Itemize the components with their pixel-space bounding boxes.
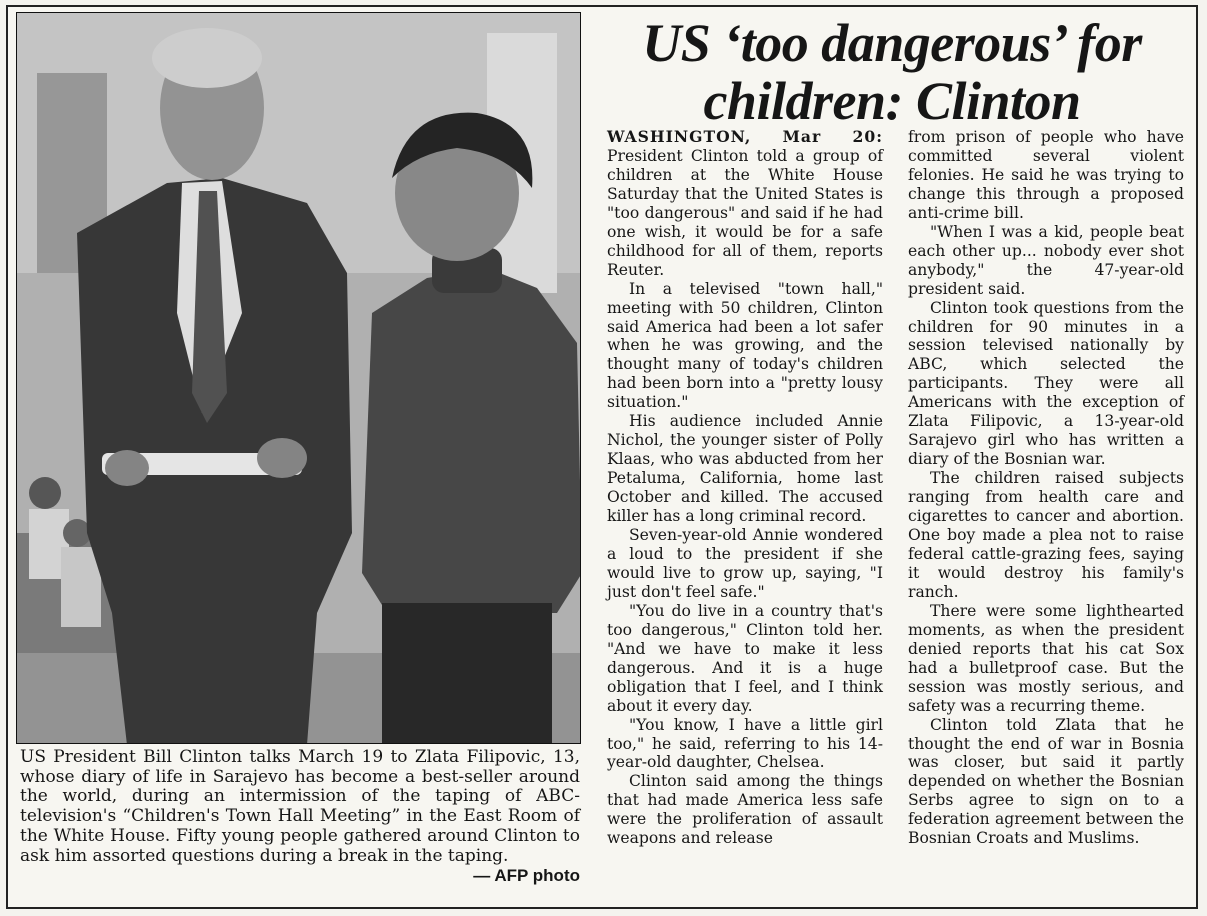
article-column-1 bbox=[607, 128, 883, 848]
caption-text: US President Bill Clinton talks March 19 to Zlata Filipovic, 13, whose diary of life in Sarajevo has become a best-seller around the world, during an intermission of the taping of ABC-television's “Children's Town Hall Meeting” in the East Room of the White House. Fifty young people gathered around Clinton to ask him assorted questions during a break in the taping. bbox=[20, 747, 580, 866]
article-paragraph: from prison of people who have committed several violent felonies. He said he was trying to change this through a proposed anti-crime bill. bbox=[908, 128, 1184, 222]
article-paragraph: "When I was a kid, people beat each other up... nobody ever shot anybody," the 47-year-old president said. bbox=[908, 222, 1184, 298]
article-paragraph: In a televised "town hall," meeting with 50 children, Clinton said America had been a lot safer when he was growing, and the thought many of today's children had been born into a "pretty lousy situation." bbox=[607, 279, 883, 412]
article-paragraph: Clinton told Zlata that he thought the end of war in Bosnia was closer, but said it partly depended on whether the Bosnian Serbs agree to sign on to a federation agreement between the Bosnian Croats and Muslims. bbox=[908, 715, 1184, 848]
photo-caption bbox=[20, 748, 580, 886]
photo-illustration bbox=[17, 13, 581, 744]
article-paragraph: WASHINGTON, Mar 20: President Clinton told a group of children at the White House Saturday that the United States is "too dangerous" and said if he had one wish, it would be for a safe childhood for all of them, reports Reuter. bbox=[607, 127, 883, 279]
headline bbox=[592, 14, 1192, 130]
photo-credit: — AFP photo bbox=[473, 866, 580, 886]
article-paragraph: Clinton took questions from the children for 90 minutes in a session televised nationally by ABC, which selected the participants. They were all Americans with the exception of Zlata Filipovic, a 13-year-old Sarajevo girl who has written a diary of the Bosnian war. bbox=[908, 298, 1184, 469]
headline-line-2: children: Clinton bbox=[703, 71, 1081, 131]
article-paragraph: Clinton said among the things that had made America less safe were the proliferation of assault weapons and release bbox=[607, 772, 883, 848]
article-paragraph: Seven-year-old Annie wondered a loud to the president if she would live to grow up, saying, "I just don't feel safe." bbox=[607, 526, 883, 601]
article-paragraph: "You do live in a country that's too dangerous," Clinton told her. "And we have to make it less dangerous. And it is a huge obligation that I feel, and I think about it every day. bbox=[607, 601, 883, 715]
dateline: WASHINGTON, Mar 20: bbox=[607, 127, 883, 146]
article-paragraph: The children raised subjects ranging from health care and cigarettes to cancer and abortion. One boy made a plea not to raise federal cattle-grazing fees, saying it would destroy his family's ranch. bbox=[908, 469, 1184, 601]
article-column-2 bbox=[908, 128, 1184, 848]
article-paragraph: "You know, I have a little girl too," he said, referring to his 14-year-old daughter, Chelsea. bbox=[607, 715, 883, 772]
headline-line-1: US ‘too dangerous’ for bbox=[642, 13, 1142, 73]
news-photo bbox=[16, 12, 581, 744]
article-paragraph: His audience included Annie Nichol, the younger sister of Polly Klaas, who was abducted from her Petaluma, California, home last October and killed. The accused killer has a long criminal record. bbox=[607, 412, 883, 526]
article-paragraph: There were some lighthearted moments, as when the president denied reports that his cat Sox had a bulletproof case. But the session was mostly serious, and safety was a recurring theme. bbox=[908, 601, 1184, 715]
